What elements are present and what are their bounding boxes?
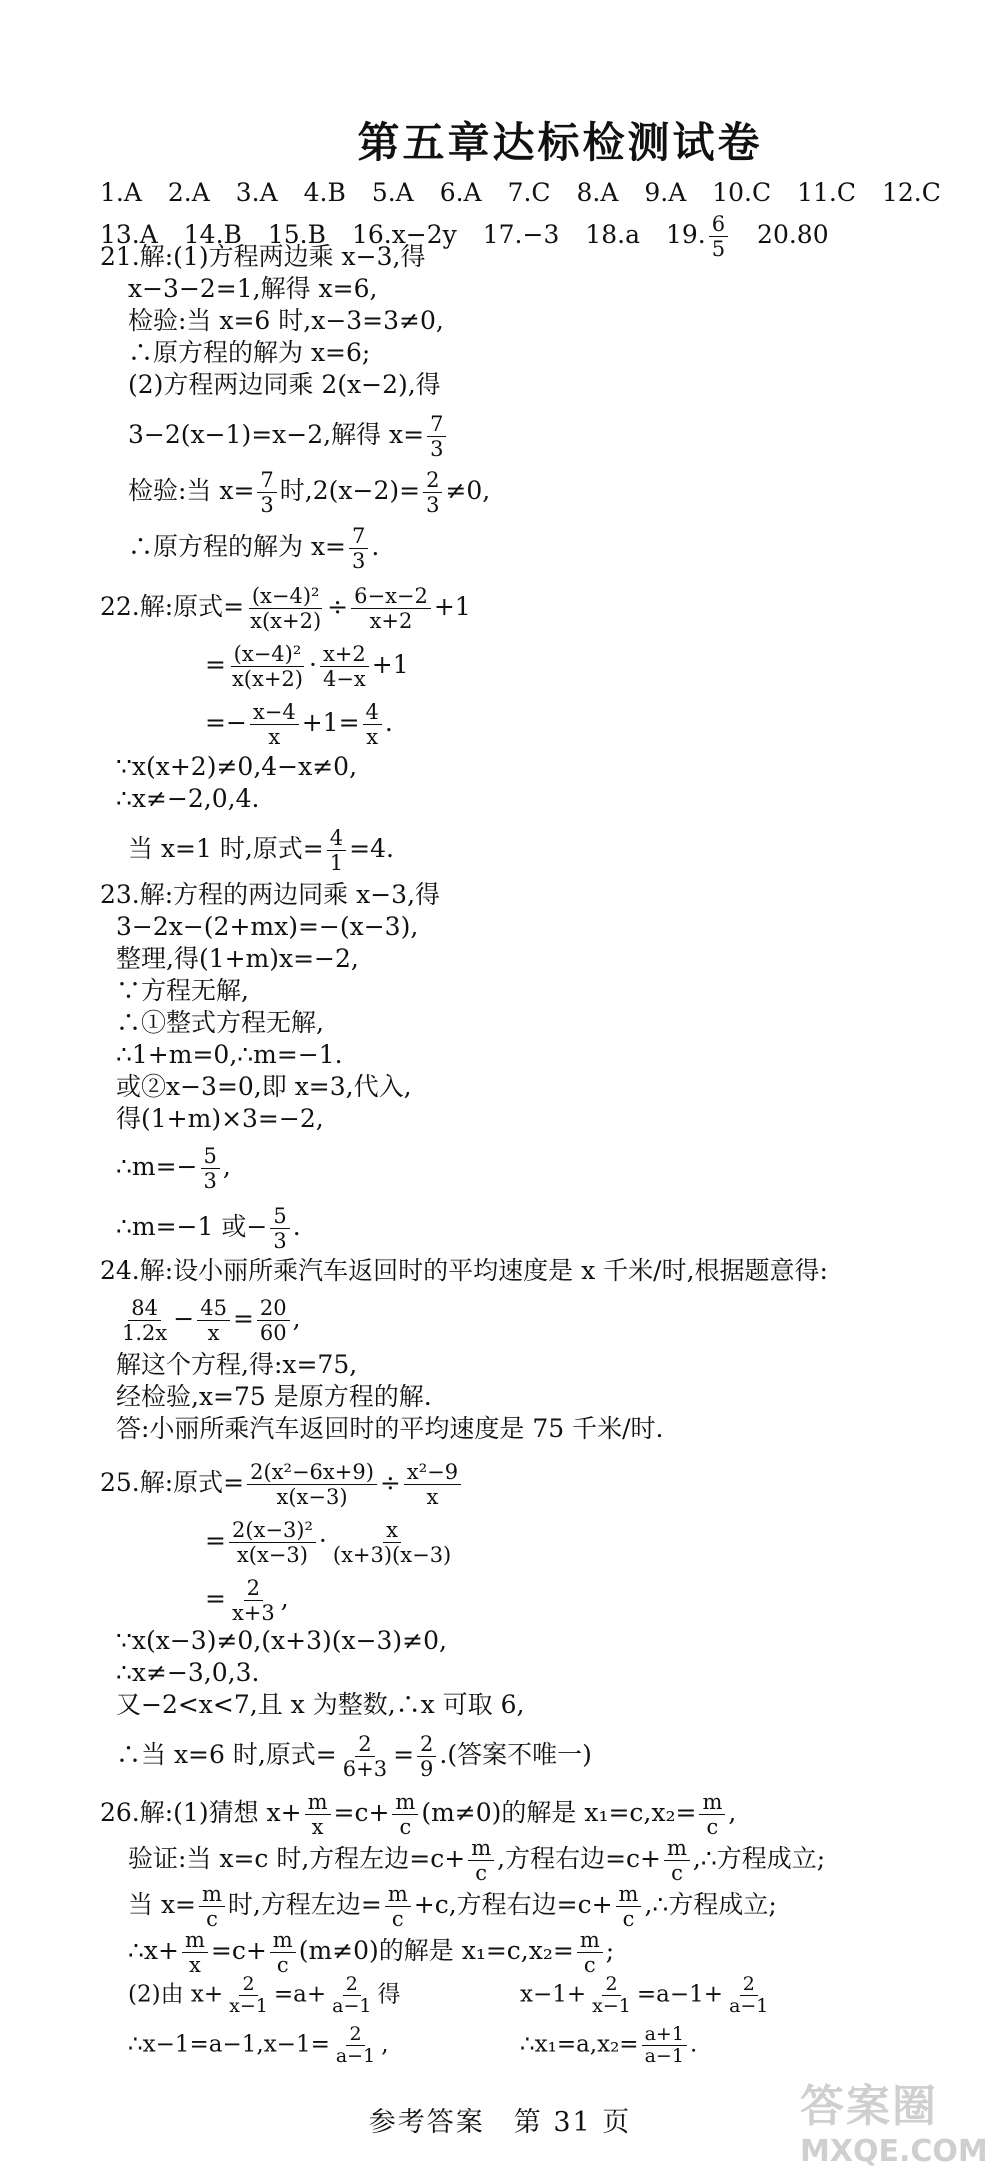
fraction-numerator: a+1	[642, 2024, 687, 2046]
formula-text: ∴原方程的解为 x=	[128, 532, 346, 561]
formula-text: =c+	[333, 1798, 390, 1827]
q21-line-3: 检验:当 x=6 时,x−3=3≠0,	[128, 306, 444, 335]
fraction	[197, 1296, 230, 1345]
formula-text: x−1+	[520, 1981, 587, 2008]
formula-text: 时,2(x−2)=	[279, 476, 421, 505]
formula-text: ∴m=−	[116, 1152, 198, 1181]
q26-line-6	[520, 1974, 774, 2017]
fraction	[417, 1732, 436, 1781]
q23-line-7: 或②x−3=0,即 x=3,代入,	[116, 1072, 412, 1101]
formula-text: ∴m=−1 或−	[116, 1212, 268, 1241]
fraction-denominator: 3	[426, 493, 440, 517]
fraction	[351, 584, 431, 633]
q21-line-7	[128, 468, 490, 517]
fraction	[199, 1882, 225, 1931]
fraction-denominator: x−1	[229, 1995, 268, 2017]
fraction	[699, 1790, 725, 1839]
fraction	[327, 826, 346, 875]
fraction-numerator: m	[577, 1928, 603, 1953]
q25-line-4: ∵x(x−3)≠0,(x+3)(x−3)≠0,	[116, 1626, 447, 1655]
formula-text: +1=	[301, 708, 360, 737]
fraction-numerator: 4	[327, 826, 346, 851]
fraction-numerator: 4	[363, 700, 382, 725]
formula-text: =4.	[349, 834, 394, 863]
answer-3: 3.A	[235, 178, 278, 207]
fraction-numerator: x²−9	[404, 1460, 461, 1485]
answer-6: 6.A	[439, 178, 482, 207]
fraction-numerator: 84	[128, 1296, 161, 1321]
formula-text: 26.解:(1)猜想 x+	[100, 1798, 302, 1827]
fraction	[363, 700, 382, 749]
fraction-denominator: c	[276, 1953, 289, 1977]
q23-line-9	[116, 1144, 231, 1193]
fraction-numerator: m	[664, 1836, 690, 1861]
formula-text: (m≠0)的解是 x₁=c,x₂=	[298, 1936, 574, 1965]
fraction-numerator: m	[182, 1928, 208, 1953]
fraction-denominator: 1	[329, 851, 344, 875]
fraction-numerator: 6	[709, 212, 728, 237]
fraction	[229, 642, 306, 691]
q22-line-2	[205, 642, 409, 691]
fraction	[392, 1790, 418, 1839]
fraction	[726, 1974, 771, 2017]
fraction-numerator: (x−4)²	[249, 584, 323, 609]
formula-text: +1	[371, 650, 409, 679]
fraction	[320, 642, 369, 691]
q23-line-2: 3−2x−(2+mx)=−(x−3),	[116, 912, 419, 941]
fraction-denominator: c	[391, 1907, 404, 1931]
fraction-numerator: x−4	[250, 700, 299, 725]
fraction-numerator: 2	[346, 2024, 364, 2046]
formula-text: =	[205, 1584, 226, 1613]
q21-line-4: ∴原方程的解为 x=6;	[128, 338, 371, 367]
answer-5: 5.A	[371, 178, 414, 207]
page-footer: 参考答案 第 31 页	[368, 2107, 632, 2138]
answer-19	[665, 212, 731, 261]
fraction-numerator: 7	[349, 524, 368, 549]
fraction-denominator: 3	[260, 493, 274, 517]
q22-line-6	[128, 826, 394, 875]
formula-text: 3−2(x−1)=x−2,解得 x=	[128, 420, 425, 449]
fraction	[229, 1518, 316, 1567]
fraction-denominator: c	[583, 1953, 596, 1977]
q26-line-8	[520, 2024, 697, 2067]
fraction	[329, 1974, 374, 2017]
fraction	[247, 1460, 377, 1509]
q26-line-7	[128, 2024, 389, 2067]
fraction	[250, 700, 299, 749]
formula-text: 22.解:原式=	[100, 592, 245, 621]
formula-text: ,	[222, 1152, 231, 1181]
fraction	[182, 1928, 208, 1977]
fraction	[423, 468, 442, 517]
answer-2: 2.A	[167, 178, 210, 207]
fraction	[257, 468, 276, 517]
q26-line-2	[128, 1836, 825, 1885]
formula-text: =	[393, 1740, 415, 1769]
fraction-numerator: m	[305, 1790, 331, 1815]
answer-16: 16.x−2y	[351, 220, 457, 249]
formula-text: 验证:当 x=c 时,方程左边=c+	[128, 1844, 466, 1873]
fraction-denominator: 60	[259, 1321, 287, 1345]
formula-text: ∴x−1=a−1,x−1=	[128, 2031, 330, 2058]
fraction	[201, 1144, 220, 1193]
formula-text: +c,方程右边=c+	[413, 1890, 613, 1919]
fraction-denominator: 3	[430, 437, 444, 461]
fraction	[229, 1576, 278, 1625]
fraction-numerator: 2(x²−6x+9)	[247, 1460, 377, 1485]
answer-14: 14.B	[183, 220, 242, 249]
answer-7: 7.C	[507, 178, 551, 207]
fraction-denominator: c	[706, 1815, 719, 1839]
fraction-numerator: x+2	[320, 642, 369, 667]
fraction	[664, 1836, 690, 1885]
answer-18: 18.a	[585, 220, 640, 249]
watermark-logo-text: 答案圈	[800, 2081, 938, 2132]
answer-12: 12.C	[881, 178, 941, 207]
fraction-denominator: x	[366, 725, 379, 749]
q24-line-1: 24.解:设小丽所乘汽车返回时的平均速度是 x 千米/时,根据题意得:	[100, 1256, 828, 1285]
answer-17: 17.−3	[482, 220, 560, 249]
fraction	[270, 1928, 296, 1977]
formula-text: ,∴方程成立;	[644, 1890, 777, 1919]
fraction-denominator: c	[622, 1907, 635, 1931]
fraction-denominator: c	[475, 1861, 488, 1885]
fraction-denominator: 3	[203, 1169, 217, 1193]
q25-line-6: 又−2<x<7,且 x 为整数,∴x 可取 6,	[116, 1690, 525, 1719]
fraction-denominator: x	[188, 1953, 201, 1977]
fraction-numerator: 5	[270, 1204, 289, 1229]
fraction-numerator: 2	[355, 1732, 374, 1757]
q22-line-3	[205, 700, 393, 749]
fraction	[385, 1882, 411, 1931]
fraction-numerator: 2	[244, 1576, 263, 1601]
fraction-numerator: m	[699, 1790, 725, 1815]
q22-line-1	[100, 584, 471, 633]
fraction-denominator: x	[311, 1815, 324, 1839]
formula-text: ∴x₁=a,x₂=	[520, 2031, 639, 2058]
q25-line-3	[205, 1576, 289, 1625]
formula-text: =c+	[210, 1936, 267, 1965]
answer-15: 15.B	[267, 220, 326, 249]
formula-text: .(答案不唯一)	[439, 1740, 592, 1769]
q24-line-5: 答:小丽所乘汽车返回时的平均速度是 75 千米/时.	[116, 1414, 664, 1443]
fraction-numerator: 2	[423, 468, 442, 493]
formula-text: .	[689, 2031, 698, 2058]
answer-20: 20.80	[757, 220, 829, 249]
q21-line-5: (2)方程两边同乘 2(x−2),得	[128, 370, 441, 399]
formula-text: .	[371, 532, 380, 561]
fraction	[226, 1974, 271, 2017]
q25-line-7	[116, 1732, 592, 1781]
fraction	[305, 1790, 331, 1839]
formula-text: ≠0,	[445, 476, 491, 505]
fraction-denominator: a−1	[335, 2045, 376, 2067]
q25-line-1	[100, 1460, 464, 1509]
fraction-denominator: c	[206, 1907, 218, 1931]
fraction	[247, 584, 324, 633]
formula-text: ÷	[327, 592, 349, 621]
fraction	[333, 2024, 378, 2067]
q22-line-5: ∴x≠−2,0,4.	[116, 784, 260, 813]
formula-text: ;	[605, 1936, 615, 1965]
q21-line-6	[128, 412, 449, 461]
fraction-denominator: x(x−3)	[276, 1485, 348, 1509]
fraction-denominator: x	[426, 1485, 439, 1509]
fraction-denominator: 4−x	[322, 667, 366, 691]
fraction	[616, 1882, 642, 1931]
formula-text: 时,方程左边=	[227, 1890, 382, 1919]
q23-line-3: 整理,得(1+m)x=−2,	[116, 944, 359, 973]
fraction-numerator: m	[392, 1790, 418, 1815]
fraction-denominator: 3	[273, 1229, 287, 1253]
formula-text: 当 x=	[128, 1890, 196, 1919]
fraction-denominator: x(x+2)	[250, 609, 322, 633]
q26-line-3	[128, 1882, 777, 1931]
answer-8: 8.A	[576, 178, 619, 207]
formula-text: ÷	[379, 1468, 401, 1497]
formula-text: =a−1+	[636, 1981, 724, 2008]
formula-text: ,	[292, 1304, 301, 1333]
fraction-denominator: 6+3	[342, 1757, 388, 1781]
q26-line-4	[128, 1928, 614, 1977]
answer-13: 13.A	[100, 220, 158, 249]
q23-line-1: 23.解:方程的两边同乘 x−3,得	[100, 880, 441, 909]
formula-text: ·	[308, 650, 317, 679]
formula-text: ,方程右边=c+	[497, 1844, 661, 1873]
fraction-numerator: 2	[602, 1974, 620, 1996]
fraction-denominator: x	[207, 1321, 220, 1345]
watermark-url: MXQE.COM	[800, 2134, 988, 2169]
q22-line-4: ∵x(x+2)≠0,4−x≠0,	[116, 752, 358, 781]
fraction	[709, 212, 728, 261]
fraction	[577, 1928, 603, 1977]
fraction	[468, 1836, 494, 1885]
fraction-denominator: (x+3)(x−3)	[332, 1543, 452, 1567]
answer-9: 9.A	[644, 178, 687, 207]
formula-text: ·	[318, 1526, 327, 1555]
fraction	[257, 1296, 290, 1345]
q26-line-1	[100, 1790, 736, 1839]
page-title: 第五章达标检测试卷	[357, 118, 763, 167]
fraction	[404, 1460, 461, 1509]
watermark-logo	[800, 2070, 990, 2169]
fraction-numerator: 2	[343, 1974, 361, 1996]
formula-text: ∴当 x=6 时,原式=	[116, 1740, 337, 1769]
fraction-denominator: x−1	[592, 1995, 631, 2017]
formula-text: ,∴方程成立;	[692, 1844, 826, 1873]
formula-text: ,	[381, 2031, 389, 2058]
formula-text: ∴x+	[128, 1936, 179, 1965]
fraction-numerator: 6−x−2	[351, 584, 431, 609]
fraction	[340, 1732, 390, 1781]
fraction-denominator: 3	[352, 549, 366, 573]
fraction-numerator: 2	[740, 1974, 758, 1996]
fraction	[642, 2024, 687, 2067]
fraction-numerator: m	[616, 1882, 642, 1907]
formula-text: 25.解:原式=	[100, 1468, 245, 1497]
fraction-numerator: x	[383, 1518, 401, 1543]
formula-text: 得	[377, 1981, 401, 2008]
formula-text: =	[205, 650, 226, 679]
fraction-denominator: a−1	[332, 1995, 372, 2017]
formula-text: (2)由 x+	[128, 1981, 224, 2008]
fraction	[427, 412, 446, 461]
q24-line-3: 解这个方程,得:x=75,	[116, 1350, 358, 1379]
answer-11: 11.C	[797, 178, 856, 207]
fraction-numerator: 5	[201, 1144, 220, 1169]
fraction-denominator: x+2	[369, 609, 413, 633]
fraction-denominator: x(x+2)	[231, 667, 303, 691]
fraction-denominator: x+3	[231, 1601, 275, 1625]
answer-1: 1.A	[100, 178, 142, 207]
formula-text: =−	[205, 708, 247, 737]
formula-text: =a+	[273, 1981, 327, 2008]
formula-text: (m≠0)的解是 x₁=c,x₂=	[421, 1798, 697, 1827]
fraction-denominator: a−1	[644, 2045, 684, 2067]
formula-text: ,	[728, 1798, 737, 1827]
fraction-numerator: m	[468, 1836, 494, 1861]
q23-line-8: 得(1+m)×3=−2,	[116, 1104, 324, 1133]
fraction-numerator: m	[199, 1882, 225, 1907]
q25-line-2	[205, 1518, 457, 1567]
fraction	[589, 1974, 634, 2017]
fraction-numerator: 2(x−3)²	[229, 1518, 316, 1543]
formula-text: .	[384, 708, 393, 737]
answer-10: 10.C	[712, 178, 772, 207]
formula-text: =	[205, 1526, 226, 1555]
fraction-numerator: 2	[239, 1974, 257, 1996]
fraction-numerator: 7	[257, 468, 276, 493]
fraction-numerator: 2	[417, 1732, 436, 1757]
fraction-numerator: 7	[427, 412, 446, 437]
fraction	[349, 524, 368, 573]
formula-text: =	[232, 1304, 254, 1333]
q23-line-6: ∴1+m=0,∴m=−1.	[116, 1040, 343, 1069]
fraction-denominator: 1.2x	[122, 1321, 168, 1345]
q23-line-10	[116, 1204, 301, 1253]
formula-text: 当 x=1 时,原式=	[128, 834, 324, 863]
formula-text: −	[173, 1304, 195, 1333]
answer-text: 19.	[665, 220, 706, 249]
fraction-denominator: c	[671, 1861, 683, 1885]
answers-row-1	[100, 178, 959, 207]
q21-line-2: x−3−2=1,解得 x=6,	[128, 274, 378, 303]
fraction-denominator: x(x−3)	[236, 1543, 308, 1567]
answer-4: 4.B	[303, 178, 346, 207]
fraction-denominator: 5	[711, 237, 726, 261]
fraction-denominator: 9	[420, 1757, 434, 1781]
fraction-numerator: m	[270, 1928, 296, 1953]
formula-text: .	[292, 1212, 301, 1241]
formula-text: 检验:当 x=	[128, 476, 255, 505]
q23-line-4: ∵方程无解,	[116, 976, 249, 1005]
q24-line-2	[116, 1296, 301, 1345]
formula-text: ,	[280, 1584, 289, 1613]
fraction	[270, 1204, 289, 1253]
q21-line-1: 21.解:(1)方程两边乘 x−3,得	[100, 242, 426, 271]
q25-line-5: ∴x≠−3,0,3.	[116, 1658, 260, 1687]
q23-line-5: ∴①整式方程无解,	[116, 1008, 324, 1037]
fraction-denominator: a−1	[729, 1995, 769, 2017]
fraction-denominator: x	[268, 725, 281, 749]
fraction-numerator: 20	[257, 1296, 290, 1321]
fraction	[119, 1296, 170, 1345]
fraction-numerator: (x−4)²	[231, 642, 305, 667]
fraction-numerator: m	[385, 1882, 411, 1907]
fraction-numerator: 45	[197, 1296, 230, 1321]
fraction-denominator: c	[399, 1815, 412, 1839]
fraction	[330, 1518, 454, 1567]
q24-line-4: 经检验,x=75 是原方程的解.	[116, 1382, 432, 1411]
q26-line-5	[128, 1974, 400, 2017]
q21-line-8	[128, 524, 379, 573]
formula-text: +1	[433, 592, 471, 621]
